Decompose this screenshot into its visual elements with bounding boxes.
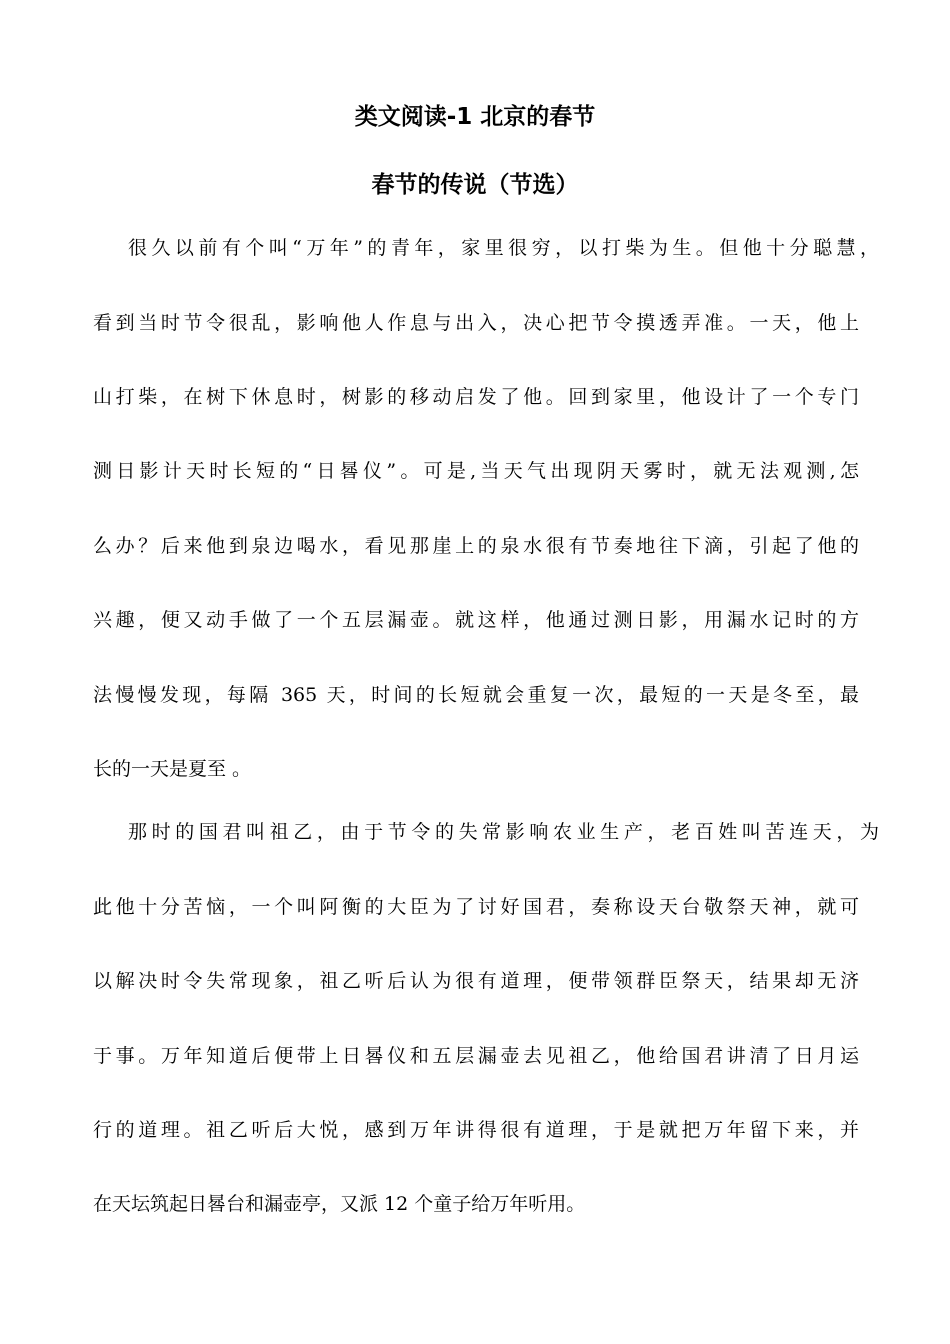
paragraph-line: 长的一天是夏至 。 [93, 758, 252, 780]
paragraph-line: 于事。万年知道后便带上日晷仪和五层漏壶去见祖乙，他给国君讲清了日月运 [93, 1045, 859, 1067]
paragraph-line: 兴趣，便又动手做了一个五层漏壶。就这样，他通过测日影，用漏水记时的方 [93, 609, 859, 631]
paragraph-line: 此他十分苦恼，一个叫阿衡的大臣为了讨好国君，奏称设天台敬祭天神，就可 [93, 896, 859, 918]
paragraph-line: 那时的国君叫祖乙，由于节令的失常影响农业生产，老百姓叫苦连天，为 [128, 821, 879, 843]
paragraph-line: 很久以前有个叫“万年”的青年，家里很穷，以打柴为生。但他十分聪慧， [128, 237, 879, 259]
document-subtitle: 春节的传说（节选） [371, 172, 579, 198]
paragraph-line: 测日影计天时长短的“日晷仪”。可是,当天气出现阴天雾时，就无法观测,怎 [93, 460, 859, 482]
document-title: 类文阅读-1 北京的春节 [354, 104, 596, 130]
paragraph-line: 以解决时令失常现象，祖乙听后认为很有道理，便带领群臣祭天，结果却无济 [93, 970, 859, 992]
paragraph-line: 么办？后来他到泉边喝水，看见那崖上的泉水很有节奏地往下滴，引起了他的 [93, 535, 859, 557]
paragraph-line: 在天坛筑起日晷台和漏壶亭，又派 12 个童子给万年听用。 [93, 1193, 586, 1215]
paragraph-line: 法慢慢发现，每隔 365 天，时间的长短就会重复一次，最短的一天是冬至，最 [93, 684, 859, 706]
paragraph-line: 行的道理。祖乙听后大悦，感到万年讲得很有道理，于是就把万年留下来，并 [93, 1119, 859, 1141]
paragraph-line: 看到当时节令很乱，影响他人作息与出入，决心把节令摸透弄准。一天，他上 [93, 312, 859, 334]
paragraph-line: 山打柴，在树下休息时，树影的移动启发了他。回到家里，他设计了一个专门 [93, 386, 859, 408]
